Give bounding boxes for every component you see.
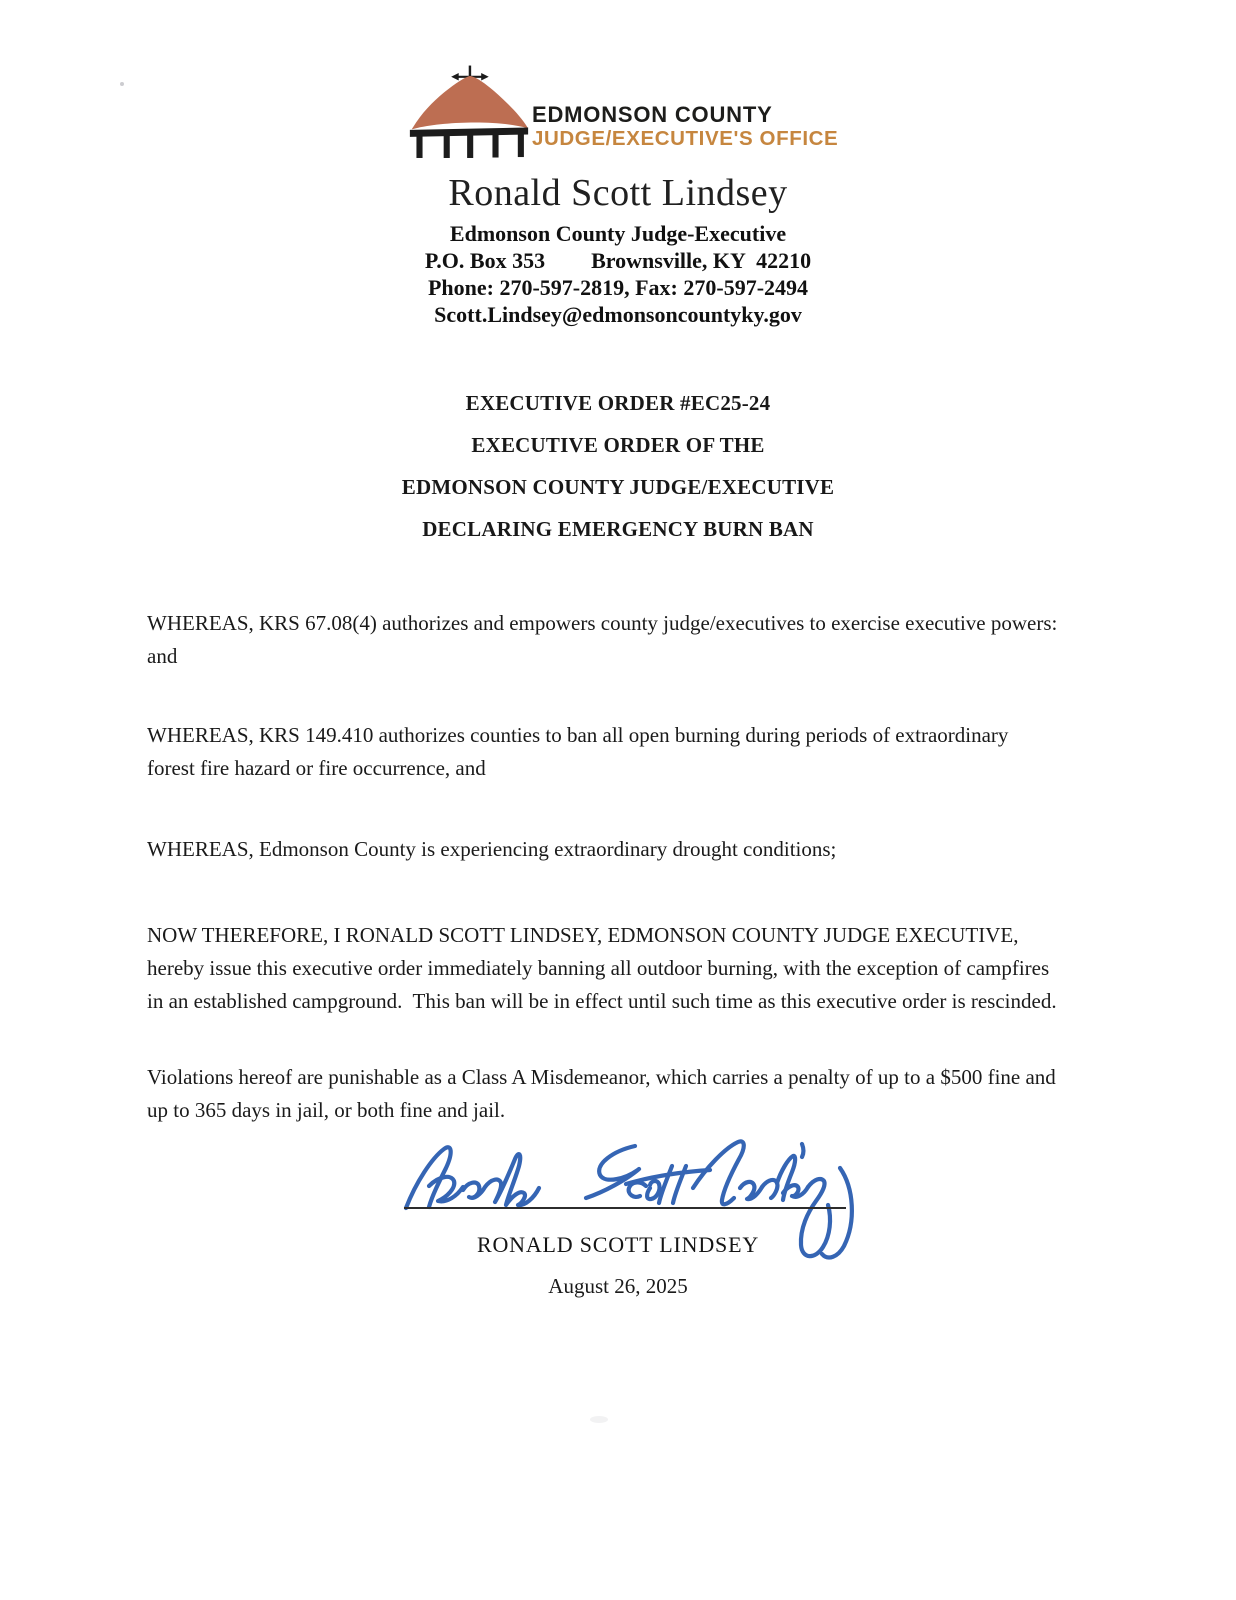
logo-office-name: JUDGE/EXECUTIVE'S OFFICE bbox=[532, 127, 839, 150]
order-heading bbox=[0, 393, 1236, 561]
po-box: P.O. Box 353 bbox=[424, 248, 546, 273]
order-paragraph bbox=[147, 719, 1147, 785]
address-line bbox=[0, 249, 1236, 273]
paragraph-line: up to 365 days in jail, or both fine and jail. bbox=[147, 1098, 506, 1122]
courthouse-dome-icon bbox=[408, 62, 530, 162]
logo-org-name: EDMONSON COUNTY bbox=[532, 102, 773, 127]
county-seal-logo bbox=[408, 62, 838, 162]
signature-line bbox=[404, 1207, 846, 1209]
order-date: August 26, 2025 bbox=[548, 1274, 688, 1298]
paragraph-line: Violations hereof are punishable as a Class A Misdemeanor, which carries a penalty of up to a $500 fine and bbox=[147, 1065, 1056, 1089]
order-paragraph bbox=[147, 833, 1147, 866]
paragraph-line: and bbox=[147, 644, 178, 668]
official-name: Ronald Scott Lindsey bbox=[448, 172, 788, 214]
order-paragraph bbox=[147, 607, 1147, 673]
handwritten-signature-icon bbox=[388, 1126, 880, 1294]
order-paragraph bbox=[147, 919, 1147, 1018]
official-title: Edmonson County Judge-Executive bbox=[449, 221, 787, 246]
paragraph-line: WHEREAS, KRS 67.08(4) authorizes and empowers county judge/executives to exercise executive powers: bbox=[147, 611, 1058, 635]
order-heading-line: EXECUTIVE ORDER OF THE bbox=[471, 433, 765, 457]
scan-artifact bbox=[590, 1416, 608, 1423]
scan-artifact bbox=[120, 82, 124, 86]
order-heading-line: DECLARING EMERGENCY BURN BAN bbox=[422, 517, 814, 541]
paragraph-line: hereby issue this executive order immediately banning all outdoor burning, with the exception of campfires bbox=[147, 956, 1050, 980]
order-paragraph bbox=[147, 1061, 1147, 1127]
phone-fax-line: Phone: 270-597-2819, Fax: 270-597-2494 bbox=[427, 275, 809, 300]
order-number-line: EXECUTIVE ORDER #EC25-24 bbox=[465, 391, 771, 415]
paragraph-line: WHEREAS, KRS 149.410 authorizes counties to ban all open burning during periods of extraordinary bbox=[147, 723, 1009, 747]
email-address: Scott.Lindsey@edmonsoncountyky.gov bbox=[434, 302, 802, 327]
logo-text bbox=[532, 62, 838, 162]
printed-name: RONALD SCOTT LINDSEY bbox=[476, 1232, 760, 1257]
city-state-zip: Brownsville, KY 42210 bbox=[591, 248, 812, 273]
paragraph-line: WHEREAS, Edmonson County is experiencing extraordinary drought conditions; bbox=[147, 837, 837, 861]
paragraph-line: NOW THEREFORE, I RONALD SCOTT LINDSEY, EDMONSON COUNTY JUDGE EXECUTIVE, bbox=[147, 923, 1019, 947]
order-heading-line: EDMONSON COUNTY JUDGE/EXECUTIVE bbox=[401, 475, 835, 499]
paragraph-line: in an established campground. This ban will be in effect until such time as this executive order is rescinded. bbox=[147, 989, 1057, 1013]
paragraph-line: forest fire hazard or fire occurrence, and bbox=[147, 756, 486, 780]
